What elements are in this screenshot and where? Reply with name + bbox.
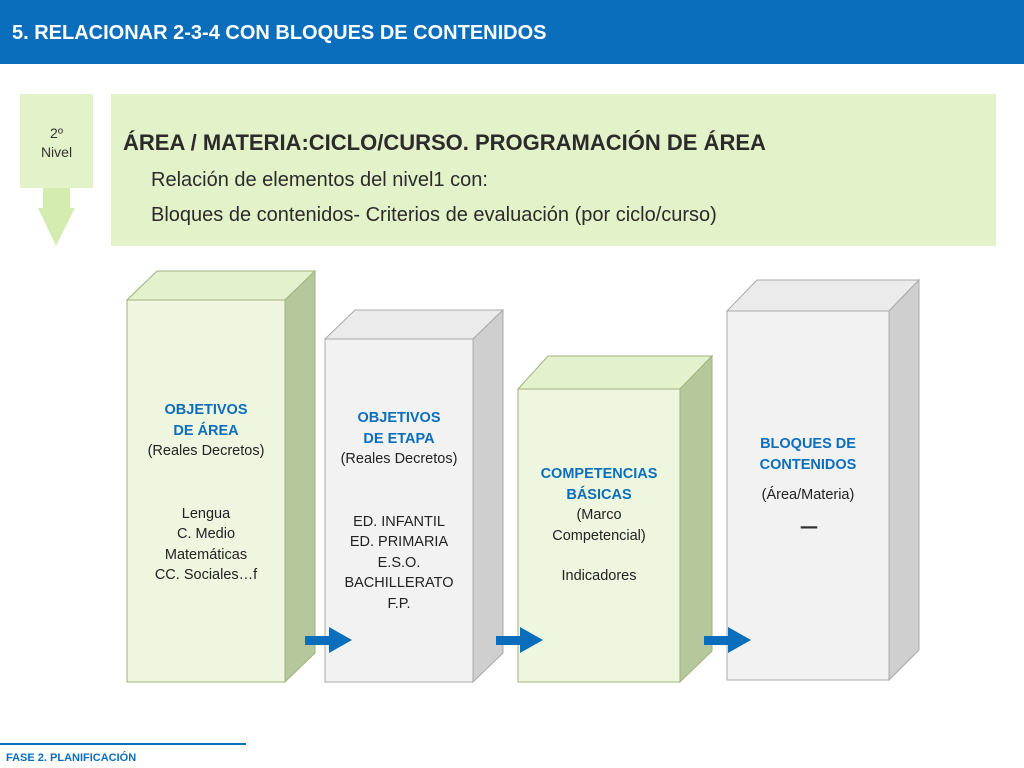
column-4-heading-2: CONTENIDOS xyxy=(759,456,857,473)
column-1-item: CC. Sociales…f xyxy=(154,567,258,583)
intro-description: Bloques de contenidos- Criterios de evaluación (por ciclo/curso) xyxy=(151,204,717,226)
intro-subtitle: Relación de elementos del nivel1 con: xyxy=(151,169,488,191)
column-1-sub: (Reales Decretos) xyxy=(147,443,265,459)
column-1-heading-2: DE ÁREA xyxy=(173,422,239,439)
column-1-item: Lengua xyxy=(181,505,231,522)
column-3-heading-1: COMPETENCIAS xyxy=(540,466,658,482)
column-2-heading-1: OBJETIVOS xyxy=(357,410,441,426)
level-number: 2º xyxy=(50,125,63,141)
column-2-item: ED. INFANTIL xyxy=(353,513,445,530)
column-2-item: E.S.O. xyxy=(377,554,421,571)
column-2-item: BACHILLERATO xyxy=(344,575,454,591)
column-1-item: C. Medio xyxy=(176,526,236,542)
column-4-sub: (Área/Materia) xyxy=(761,487,855,503)
column-2-item: F.P. xyxy=(387,595,411,612)
column-3-sub-1: (Marco xyxy=(576,507,622,523)
column-3-extra: Indicadores xyxy=(561,568,637,584)
column-1-item: Matemáticas xyxy=(164,546,248,563)
column-3-text xyxy=(518,464,680,587)
column-4-text xyxy=(727,434,889,536)
column-4-extra: ---- xyxy=(800,515,816,536)
column-2-item: ED. PRIMARIA xyxy=(349,534,449,550)
footer-label: FASE 2. PLANIFICACIÓN xyxy=(6,752,137,764)
column-2-text xyxy=(325,408,473,614)
column-4-heading-1: BLOQUES DE xyxy=(760,436,856,452)
page-title: 5. RELACIONAR 2-3-4 CON BLOQUES DE CONTENIDOS xyxy=(12,22,547,44)
column-1-heading-1: OBJETIVOS xyxy=(164,402,248,418)
column-2-sub: (Reales Decretos) xyxy=(340,451,458,467)
intro-title: ÁREA / MATERIA:CICLO/CURSO. PROGRAMACIÓN DE ÁREA xyxy=(123,130,766,155)
column-3-heading-2: BÁSICAS xyxy=(566,486,632,503)
column-2-heading-2: DE ETAPA xyxy=(363,430,435,447)
footer-divider xyxy=(0,743,246,745)
column-1-text xyxy=(127,400,285,586)
column-3-sub-2: Competencial) xyxy=(552,527,646,544)
level-label: Nivel xyxy=(40,144,73,160)
